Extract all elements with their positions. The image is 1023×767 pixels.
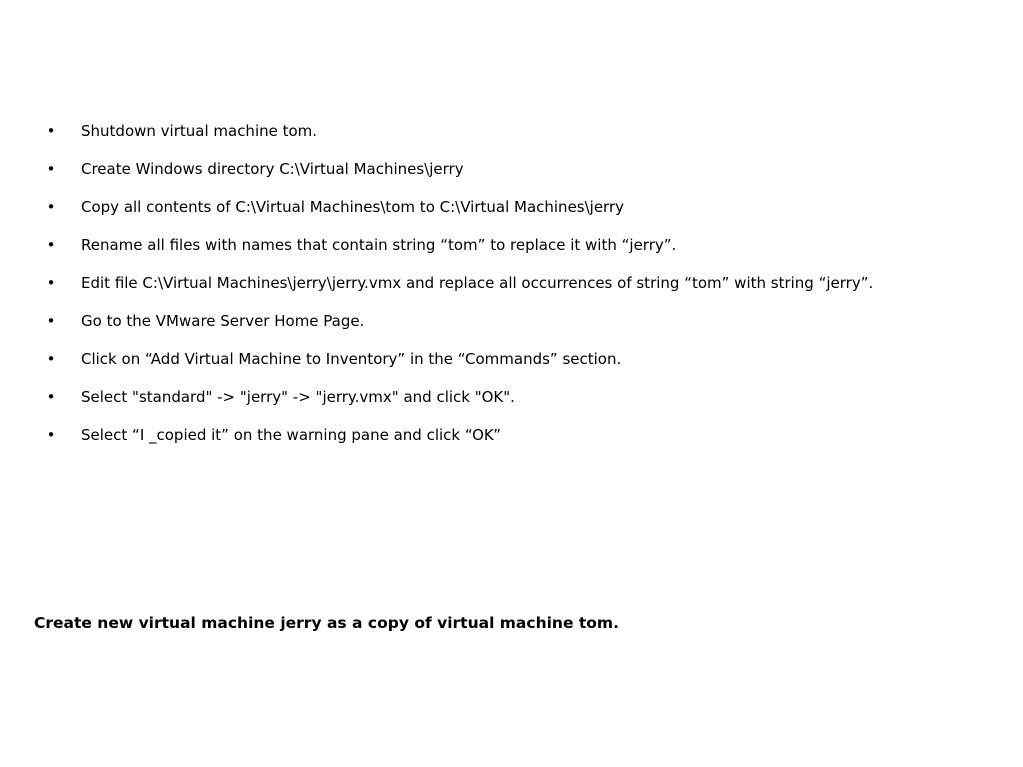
- step-text: Edit file C:\Virtual Machines\jerry\jerry.vmx and replace all occurrences of string “tom” with string “jerry”.: [81, 274, 874, 292]
- step-item: [0, 423, 1023, 461]
- step-text: Click on “Add Virtual Machine to Inventory” in the “Commands” section.: [81, 350, 622, 368]
- step-text: Select “I _copied it” on the warning pane and click “OK”: [81, 426, 502, 444]
- bullet-icon: •: [46, 312, 56, 330]
- bullet-icon: •: [46, 198, 56, 216]
- bullet-icon: •: [46, 236, 56, 254]
- bullet-icon: •: [46, 274, 56, 292]
- bullet-icon: •: [46, 160, 56, 178]
- step-item: [0, 309, 1023, 347]
- step-text: Select "standard" -> "jerry" -> "jerry.vmx" and click "OK".: [81, 388, 515, 406]
- step-item: [0, 271, 1023, 309]
- step-text: Rename all files with names that contain string “tom” to replace it with “jerry”.: [81, 236, 677, 254]
- bullet-icon: •: [46, 122, 56, 140]
- step-item: [0, 385, 1023, 423]
- step-item: [0, 157, 1023, 195]
- bullet-icon: •: [46, 350, 56, 368]
- step-text: Shutdown virtual machine tom.: [81, 122, 318, 140]
- step-text: Go to the VMware Server Home Page.: [81, 312, 365, 330]
- bullet-icon: •: [46, 426, 56, 444]
- step-text: Create Windows directory C:\Virtual Machines\jerry: [81, 160, 464, 178]
- step-item: [0, 195, 1023, 233]
- step-item: [0, 347, 1023, 385]
- bullet-icon: •: [46, 388, 56, 406]
- steps-list: [0, 119, 1023, 461]
- slide-caption: Create new virtual machine jerry as a copy of virtual machine tom.: [34, 614, 619, 632]
- step-text: Copy all contents of C:\Virtual Machines\tom to C:\Virtual Machines\jerry: [81, 198, 625, 216]
- step-item: [0, 119, 1023, 157]
- step-item: [0, 233, 1023, 271]
